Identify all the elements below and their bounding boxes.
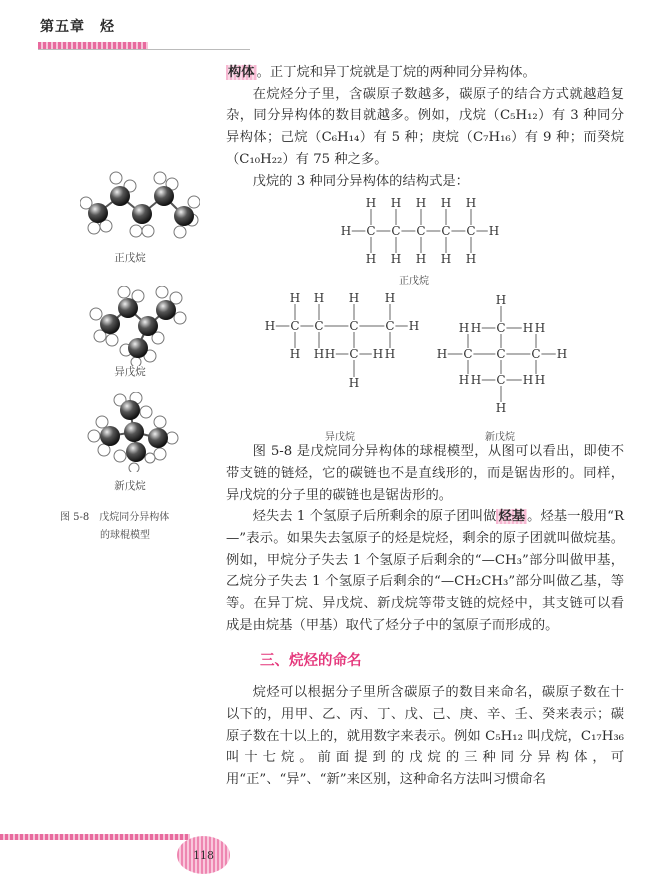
atom-h: H [390, 252, 402, 266]
atom-c: C [496, 373, 506, 387]
figure-caption-line2: 的球棍模型 [100, 530, 150, 541]
atom-c: C [385, 319, 395, 333]
atom-h: H [458, 373, 470, 387]
atom-c: C [314, 319, 324, 333]
atom-h: H [365, 196, 377, 210]
isopentane-structural-formula [262, 290, 422, 390]
atom-h: H [313, 291, 325, 305]
atom-h: H [465, 252, 477, 266]
atom-c: C [349, 319, 359, 333]
paragraph-4: 图 5-8 是戊烷同分异构体的球棍模型，从图可以看出，即使不带支链的链烃，它的碳链也不是直线形的，而是锯齿形的。同样，异戊烷的分子里的碳链也是锯齿形的。 [226, 444, 624, 503]
neopentane-formula-label: 新戊烷 [485, 432, 515, 443]
main-text [226, 62, 624, 791]
atom-h: H [436, 347, 448, 361]
atom-c: C [349, 347, 359, 361]
footer-stripe [0, 834, 190, 840]
page-number-badge [177, 836, 230, 874]
paragraph-5-before: 烃失去 1 个氢原子后所剩余的原子团叫做 [252, 509, 497, 525]
n-pentane-ball-stick-model [80, 168, 200, 243]
paragraph-3: 戊烷的 3 种同分异构体的结构式是： [252, 173, 469, 189]
n-pentane-model-label: 正戊烷 [114, 252, 146, 264]
n-pentane-formula-label: 正戊烷 [399, 276, 429, 287]
atom-h: H [465, 196, 477, 210]
atom-h: H [324, 347, 336, 361]
figure-caption [60, 509, 210, 545]
atom-h: H [534, 373, 546, 387]
atom-c: C [391, 224, 401, 238]
atom-h: H [264, 319, 276, 333]
atom-h: H [495, 293, 507, 307]
atom-h: H [348, 376, 360, 390]
atom-c: C [496, 347, 506, 361]
atom-h: H [440, 196, 452, 210]
atom-h: H [488, 224, 500, 238]
paragraph-5 [226, 506, 624, 636]
atom-h: H [522, 321, 534, 335]
paragraph-5-after: 。烃基一般用“R—”表示。如果失去氢原子的烃是烷烃，剩余的原子团就叫做烷基。例如，甲烷分子失去 1 个氢原子后剩余的“—CH₃”部分叫做甲基，乙烷分子失去 1 个氢原子后剩余的“—CH₂CH₃”部分叫做乙基，等等。在异丁烷、异戊烷、新戊烷等带支链的烷烃中，其支链可以看成是由烷基（甲基）取代了烃分子中的氢原子而形成的。 [226, 509, 624, 633]
section-heading: 三、烷烃的命名 [260, 652, 362, 669]
atom-h: H [470, 321, 482, 335]
isopentane-ball-stick-model [88, 286, 188, 366]
atom-h: H [470, 373, 482, 387]
n-pentane-structural-formula [336, 196, 506, 266]
atom-c: C [416, 224, 426, 238]
isopentane-formula-label: 异戊烷 [325, 432, 355, 443]
atom-h: H [458, 321, 470, 335]
atom-h: H [289, 291, 301, 305]
atom-h: H [534, 321, 546, 335]
atom-h: H [384, 291, 396, 305]
paragraph-6: 烷烃可以根据分子里所含碳原子的数目来命名，碳原子数在十以下的，用甲、乙、丙、丁、戊、己、庚、辛、壬、癸来表示；碳原子数在十以上的，就用数字来表示。例如 C₅H₁₂ 叫戊烷，C₁₇H₃₆ 叫十七烷。前面提到的戊烷的三种同分异构体，可用“正”、“异”、“新”来区别，这种命名方法叫习惯命名 [226, 685, 624, 788]
atom-h: H [289, 347, 301, 361]
atom-h: H [348, 291, 360, 305]
figure-caption-line1: 图 5-8 戊烷同分异构体 [60, 512, 170, 523]
paragraph-1 [226, 62, 624, 84]
neopentane-ball-stick-model [84, 392, 184, 472]
page-number: 118 [193, 848, 214, 862]
atom-h: H [390, 196, 402, 210]
atom-h: H [384, 347, 396, 361]
paragraph-1-text: 。正丁烷和异丁烷就是丁烷的两种同分异构体。 [256, 65, 536, 80]
atom-h: H [495, 401, 507, 415]
atom-c: C [531, 347, 541, 361]
neopentane-model-label: 新戊烷 [114, 480, 146, 492]
atom-h: H [556, 347, 568, 361]
atom-h: H [313, 347, 325, 361]
paragraph-2: 在烷烃分子里，含碳原子数越多，碳原子的结合方式就越趋复杂，同分异构体的数目就越多。例如，戊烷（C₅H₁₂）有 3 种同分异构体；己烷（C₆H₁₄）有 5 种；庚烷（C₇H₁₆）有 9 种；而癸烷（C₁₀H₂₂）有 75 种之多。 [226, 86, 624, 167]
atom-h: H [372, 347, 384, 361]
atom-c: C [496, 321, 506, 335]
atom-c: C [441, 224, 451, 238]
highlight-term-isomer: 构体 [228, 65, 255, 80]
atom-h: H [415, 252, 427, 266]
neopentane-structural-formula [432, 292, 572, 417]
atom-h: H [440, 252, 452, 266]
atom-h: H [522, 373, 534, 387]
isopentane-model-label: 异戊烷 [114, 366, 146, 378]
atom-c: C [290, 319, 300, 333]
atom-c: C [366, 224, 376, 238]
chapter-title: 第五章 烃 [40, 19, 115, 35]
atom-h: H [340, 224, 352, 238]
highlight-term-alkyl: 烃基 [498, 509, 526, 525]
atom-c: C [463, 347, 473, 361]
atom-c: C [466, 224, 476, 238]
atom-h: H [408, 319, 420, 333]
atom-h: H [415, 196, 427, 210]
header-stripe [38, 42, 148, 49]
header-rule [38, 49, 250, 50]
atom-h: H [365, 252, 377, 266]
